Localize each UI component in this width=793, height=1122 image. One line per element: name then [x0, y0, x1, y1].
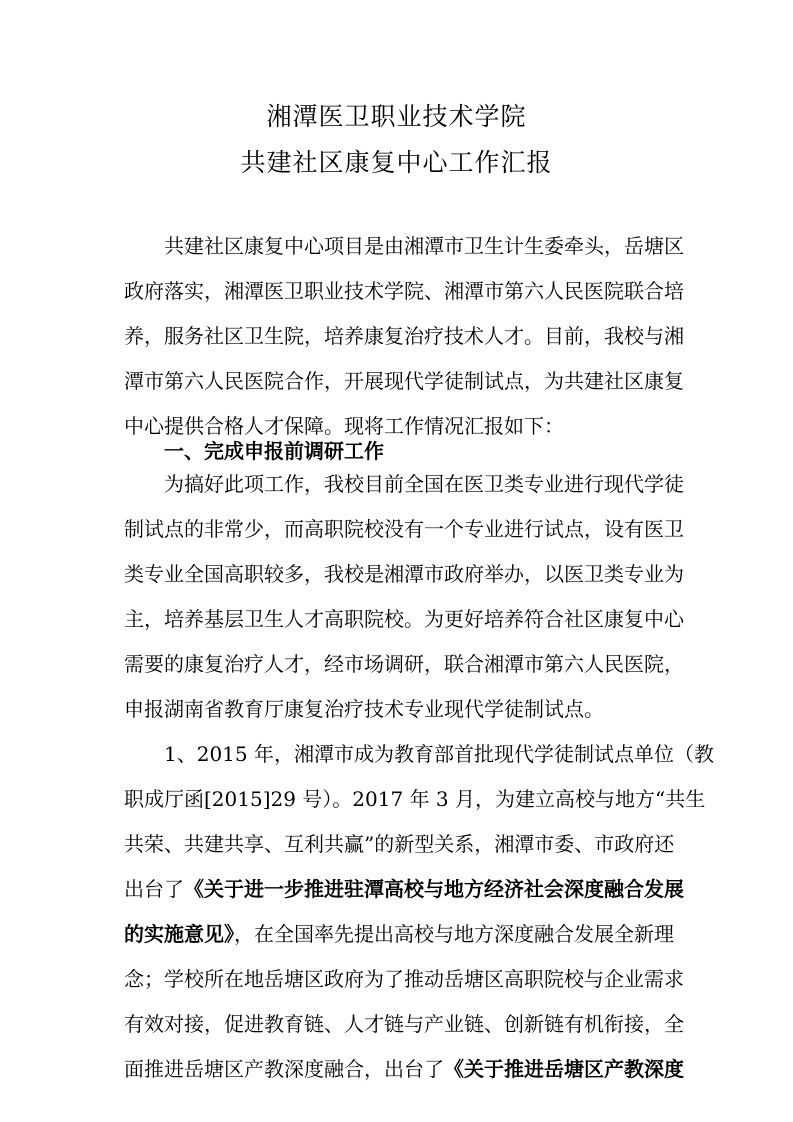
paragraph-line: 共荣、共建共享、互利共赢”的新型关系，湘潭市委、市政府还 [124, 832, 675, 856]
text-run: ，在全国率先提出高校与地方深度融合发展全新理 [234, 922, 674, 946]
intro-line: 养，服务社区卫生院，培养康复治疗技术人才。目前，我校与湘 [124, 324, 684, 348]
paragraph-line: 1、2015 年，湘潭市成为教育部首批现代学徒制试点单位（教 [164, 742, 714, 766]
section-heading: 一、完成申报前调研工作 [164, 439, 384, 463]
bold-document-title-ref: 的实施意见》 [124, 922, 234, 946]
paragraph-line: 制试点的非常少，而高职院校没有一个专业进行试点，设有医卫 [124, 517, 684, 541]
intro-line: 共建社区康复中心项目是由湘潭市卫生计生委牵头，岳塘区 [164, 234, 684, 258]
paragraph-line [124, 1049, 684, 1089]
intro-line: 潭市第六人民医院合作，开展现代学徒制试点，为共建社区康复 [124, 369, 684, 393]
paragraph-line [124, 914, 674, 954]
paragraph-line: 类专业全国高职较多，我校是湘潭市政府举办，以医卫类专业为 [124, 562, 684, 586]
paragraph-line: 念；学校所在地岳塘区政府为了推动岳塘区高职院校与企业需求 [124, 967, 684, 991]
paragraph-line: 为搞好此项工作，我校目前全国在医卫类专业进行现代学徒 [164, 472, 684, 496]
intro-line: 政府落实，湘潭医卫职业技术学院、湘潭市第六人民医院联合培 [124, 279, 684, 303]
intro-line: 中心提供合格人才保障。现将工作情况汇报如下： [124, 414, 564, 438]
text-run: 面推进岳塘区产教深度融合，出台了 [124, 1057, 444, 1081]
paragraph-line [124, 869, 684, 909]
bold-document-title-ref: 《关于推进岳塘区产教深度 [444, 1057, 684, 1081]
paragraph-line: 有效对接，促进教育链、人才链与产业链、创新链有机衔接，全 [124, 1012, 684, 1036]
paragraph-line: 需要的康复治疗人才，经市场调研，联合湘潭市第六人民医院， [124, 652, 684, 676]
bold-document-title-ref: 《关于进一步推进驻潭高校与地方经济社会深度融合发展 [184, 877, 684, 901]
document-title-line1: 湘潭医卫职业技术学院 [266, 102, 527, 131]
paragraph-line: 职成厅函[2015]29 号）。2017 年 3 月，为建立高校与地方“共生 [124, 787, 706, 811]
text-run: 出台了 [124, 877, 184, 901]
document-title-line2: 共建社区康复中心工作汇报 [240, 148, 553, 177]
paragraph-line: 主，培养基层卫生人才高职院校。为更好培养符合社区康复中心 [124, 607, 684, 631]
paragraph-line: 申报湖南省教育厅康复治疗技术专业现代学徒制试点。 [124, 697, 604, 721]
